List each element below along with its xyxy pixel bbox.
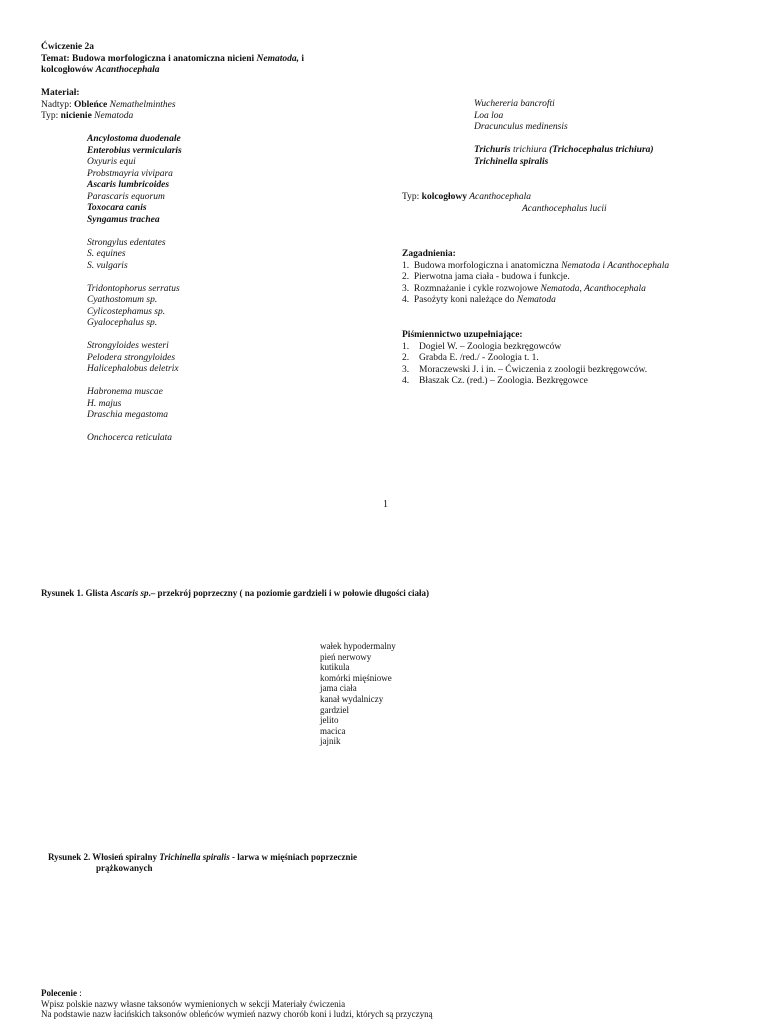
zagadnienia-heading: Zagadnienia: bbox=[402, 249, 456, 259]
figure-label: wałek hypodermalny bbox=[320, 641, 396, 651]
species-item: Strongyloides westeri bbox=[87, 341, 169, 351]
acanth-typ-bold: kolcogłowy bbox=[421, 192, 468, 202]
species-item: Tridontophorus serratus bbox=[87, 283, 180, 294]
species-item: Wuchereria bancrofti bbox=[474, 99, 555, 109]
nadtyp-italic: Nemathelminthes bbox=[107, 99, 176, 110]
topic-italic: Nematoda, bbox=[256, 53, 299, 64]
species-item: Onchocerca reticulata bbox=[87, 433, 173, 443]
nadtyp-bold: Obleńce bbox=[73, 99, 108, 110]
species-group bbox=[87, 134, 182, 226]
species-group bbox=[87, 433, 182, 445]
species-item: Habronema muscae bbox=[87, 387, 163, 397]
acanth-typ-italic: Acanthocephala bbox=[467, 192, 531, 202]
figure-label: gardziel bbox=[320, 704, 349, 715]
zagadnienia-item: 3. Rozmnażanie i cykle rozwojowe Nematoda, Acanthocephala bbox=[402, 283, 646, 294]
topic-line2-text: kolcogłowów bbox=[41, 65, 96, 75]
species-group bbox=[87, 387, 182, 422]
page-number: 1 bbox=[383, 499, 388, 510]
species-group bbox=[87, 238, 182, 273]
species-list bbox=[87, 134, 182, 445]
topic-line2-italic: Acanthocephala bbox=[95, 65, 160, 75]
species-item: Loa loa bbox=[474, 110, 504, 121]
topic-line-2 bbox=[41, 65, 304, 77]
species-item: Cylicostephamus sp. bbox=[87, 306, 166, 317]
species-item: Strongylus edentates bbox=[87, 237, 166, 248]
exercise-title: Ćwiczenie 2a bbox=[41, 42, 95, 52]
acanthocephala-section bbox=[402, 192, 607, 215]
species-item: Dracunculus medinensis bbox=[474, 122, 568, 132]
species-item: Parascaris equorum bbox=[87, 191, 165, 202]
material-heading: Materiał: bbox=[41, 88, 80, 98]
species-item: Ancylostoma duodenale bbox=[87, 134, 181, 144]
figure1-caption: Rysunek 1. Glista Ascaris sp.– przekrój poprzeczny ( na poziomie gardzieli i w połowie długości ciała) bbox=[41, 588, 429, 598]
acanth-typ-label: Typ: bbox=[402, 192, 422, 202]
literature-item: 3. Moraczewski J. i in. – Ćwiczenia z zoologii bezkręgowców. bbox=[402, 364, 648, 375]
typ-label: Typ: bbox=[41, 111, 61, 121]
species-group bbox=[87, 284, 182, 330]
figure-label: jajnik bbox=[320, 736, 341, 747]
species-item: S. equines bbox=[87, 249, 126, 259]
figure-label: kanał wydalniczy bbox=[320, 693, 384, 704]
zagadnienia-item: 4. Pasożyty koni należące do Nematoda bbox=[402, 295, 556, 305]
literature-heading: Piśmiennictwo uzupełniające: bbox=[402, 330, 523, 340]
trichuris-bold: Trichuris bbox=[474, 145, 511, 155]
literature-item: 4. Błaszak Cz. (red.) – Zoologia. Bezkręgowce bbox=[402, 376, 588, 386]
species-item: Halicephalobus deletrix bbox=[87, 364, 179, 374]
species-item: H. majus bbox=[87, 398, 122, 409]
polecenie-heading: Polecenie : bbox=[41, 988, 82, 998]
species-item: Draschia megastoma bbox=[87, 410, 169, 420]
typ-bold: nicienie bbox=[60, 111, 92, 121]
species-item: Enterobius vermicularis bbox=[87, 145, 182, 156]
polecenie-section bbox=[41, 988, 433, 1020]
species-item: Probstmayria vivipara bbox=[87, 168, 173, 179]
zagadnienia-section bbox=[402, 249, 669, 307]
species-item: Gyalocephalus sp. bbox=[87, 318, 158, 328]
literature-item: 2. Grabda E. /red./ - Zoologia t. 1. bbox=[402, 353, 539, 363]
figure-label: pień nerwowy bbox=[320, 651, 372, 662]
figure2-caption: Rysunek 2. Włosień spiralny Trichinella spiralis - larwa w mięśniach poprzecznie prążkowanych bbox=[48, 852, 357, 873]
species-item: Ascaris lumbricoides bbox=[87, 180, 170, 190]
acanth-species: Acanthocephalus lucii bbox=[522, 203, 607, 214]
literature-section bbox=[402, 330, 647, 388]
topic-label: Temat bbox=[41, 53, 67, 64]
trichuris-italic: trichiura bbox=[510, 145, 550, 155]
species-item: Syngamus trachea bbox=[87, 214, 160, 225]
zagadnienia-item: 2. Pierwotna jama ciała - budowa i funkcje. bbox=[402, 272, 570, 282]
polecenie-line: Wpisz polskie nazwy własne taksonów wymienionych w sekcji Materiały ćwiczenia bbox=[41, 998, 346, 1009]
typ-line bbox=[41, 111, 176, 123]
figure1-labels bbox=[320, 641, 396, 747]
species-item: Pelodera strongyloides bbox=[87, 352, 176, 363]
literature-item: 1. Dogiel W. – Zoologia bezkręgowców bbox=[402, 341, 562, 352]
typ-italic: Nematoda bbox=[91, 111, 134, 121]
species-item: Toxocara canis bbox=[87, 203, 147, 213]
material-section bbox=[41, 88, 176, 123]
acanth-typ-line bbox=[402, 192, 607, 204]
nadtyp-label: Nadtyp: bbox=[41, 99, 74, 110]
species-item: Cyathostomum sp. bbox=[87, 295, 158, 305]
figure-label: jelito bbox=[320, 715, 339, 726]
species-item: Oxyuris equi bbox=[87, 157, 136, 167]
trichuris-line bbox=[474, 145, 654, 157]
header bbox=[41, 42, 304, 77]
zagadnienia-item: 1. Budowa morfologiczna i anatomiczna Nematoda i Acanthocephala bbox=[402, 260, 670, 271]
species-item: Trichinella spiralis bbox=[474, 156, 549, 167]
topic-text: : Budowa morfologiczna i anatomiczna nicieni bbox=[66, 53, 257, 64]
polecenie-line: Na podstawie nazw łacińskich taksonów obleńców wymień nazwy chorób koni i ludzi, których są przyczyną bbox=[41, 1009, 433, 1019]
figure-label: jama ciała bbox=[320, 683, 357, 694]
figure-label: macica bbox=[320, 725, 346, 736]
topic-line-1 bbox=[41, 54, 304, 66]
species-group bbox=[87, 341, 182, 376]
topic-end: i bbox=[299, 53, 305, 64]
species-item: S. vulgaris bbox=[87, 260, 128, 271]
right-species bbox=[474, 99, 654, 168]
nadtyp-line bbox=[41, 100, 176, 112]
figure-label: komórki mięśniowe bbox=[320, 672, 392, 683]
figure-label: kutikula bbox=[320, 662, 350, 673]
trichuris-paren: (Trichocephalus trichiura) bbox=[549, 145, 654, 155]
